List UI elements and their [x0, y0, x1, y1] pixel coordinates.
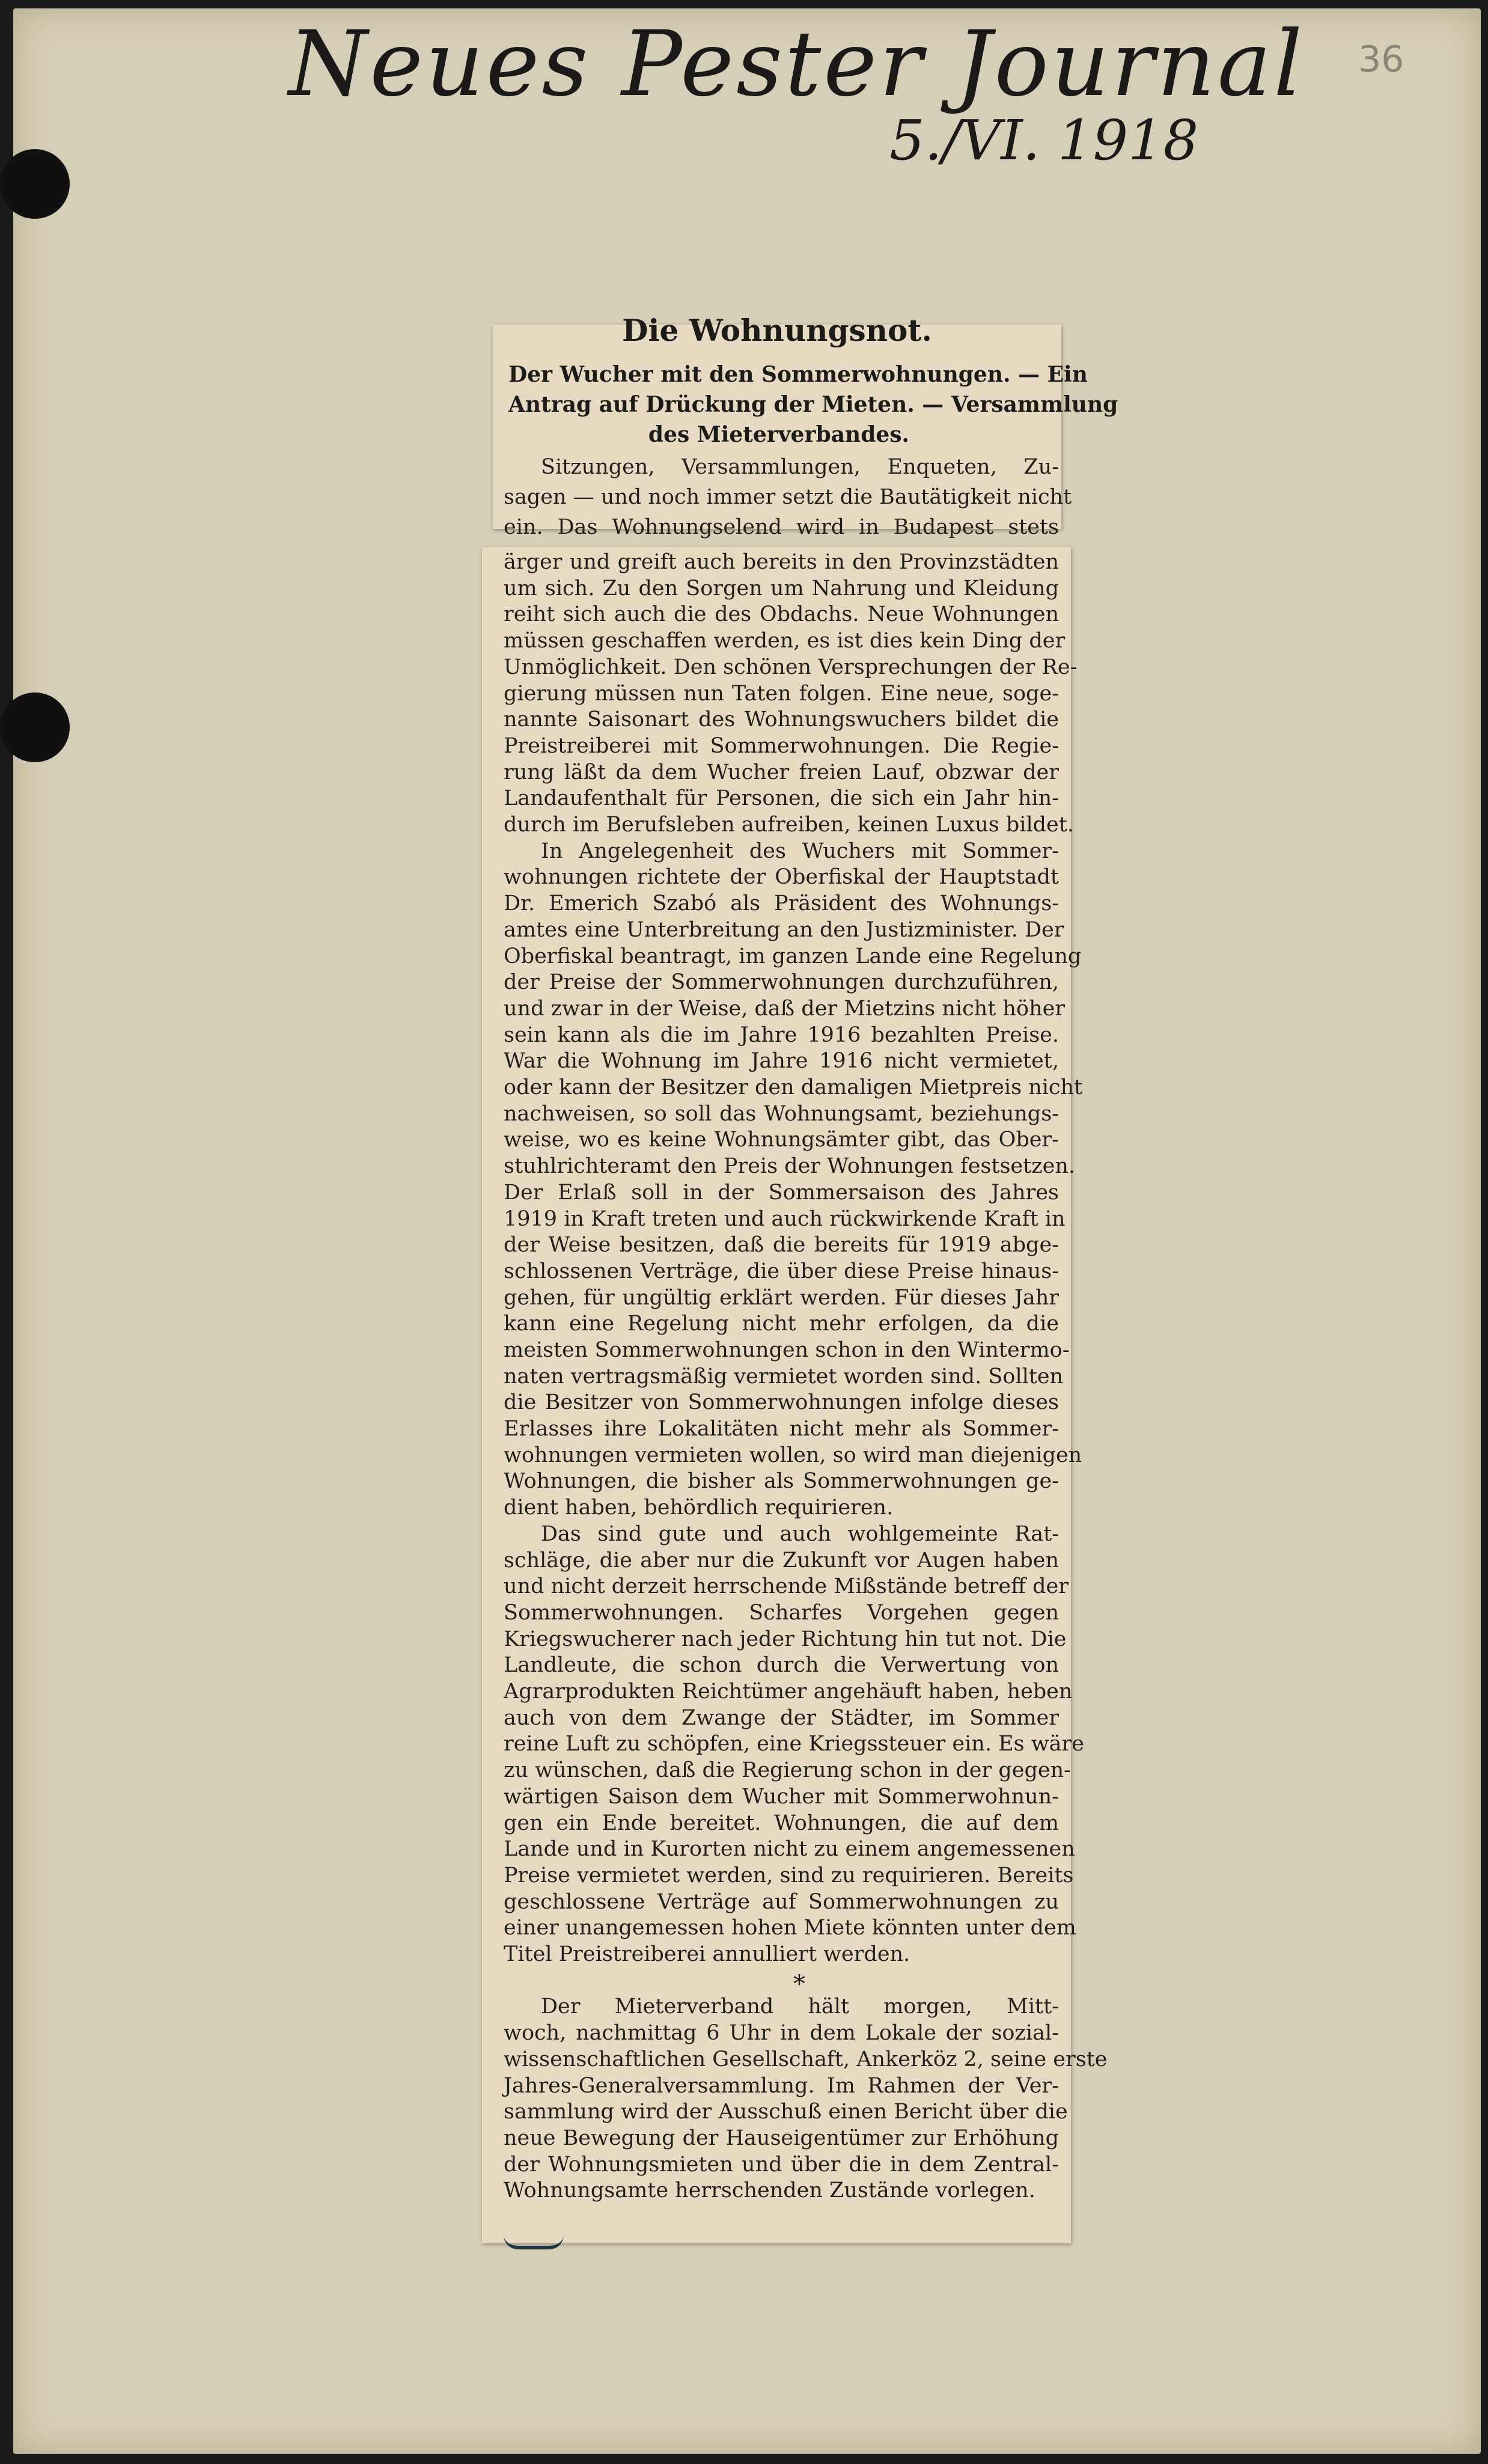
article-line: einer unangemessen hohen Miete könnten unter dem	[504, 1916, 1076, 1940]
article-line: zu wünschen, daß die Regierung schon in der gegen-	[504, 1758, 1071, 1782]
article-line: kann eine Regelung nicht mehr erfolgen, da die	[504, 1312, 1059, 1336]
article-line: naten vertragsmäßig vermietet worden sind. Sollten	[504, 1365, 1064, 1389]
handwritten-newspaper-name: Neues Pester Journal	[288, 12, 1305, 117]
article-line: 1919 in Kraft treten und auch rückwirkende Kraft in	[504, 1207, 1066, 1231]
page-number: 36	[1358, 38, 1404, 81]
article-line: gen ein Ende bereitet. Wohnungen, die auf dem	[504, 1811, 1059, 1835]
article-line: ärger und greift auch bereits in den Provinzstädten	[504, 550, 1059, 574]
article-subtitle-line: des Mieterverbandes.	[648, 422, 910, 447]
article-line: schläge, die aber nur die Zukunft vor Augen haben	[504, 1548, 1059, 1573]
article-line: Jahres-Generalversammlung. Im Rahmen der Ver-	[504, 2074, 1059, 2098]
article-line: stuhlrichteramt den Preis der Wohnungen festsetzen.	[504, 1154, 1076, 1178]
article-line: Der Mieterverband hält morgen, Mitt-	[541, 1995, 1059, 2019]
article-line: rung läßt da dem Wucher freien Lauf, obzwar der	[504, 760, 1059, 784]
article-line: In Angelegenheit des Wuchers mit Sommer-	[541, 839, 1059, 863]
article-line: nachweisen, so soll das Wohnungsamt, beziehungs-	[504, 1102, 1059, 1126]
article-line: der Weise besitzen, daß die bereits für 1919 abge-	[504, 1233, 1059, 1257]
article-title: Die Wohnungsnot.	[622, 313, 932, 348]
article-line: und nicht derzeit herrschende Mißstände betreff der	[504, 1574, 1069, 1598]
article-line: Dr. Emerich Szabó als Präsident des Wohnungs-	[504, 891, 1059, 916]
article-line: Preistreiberei mit Sommerwohnungen. Die Regie-	[504, 734, 1059, 758]
article-subtitle-line: Der Wucher mit den Sommerwohnungen. — Ein	[508, 362, 1088, 387]
article-line: sagen — und noch immer setzt die Bautätigkeit nicht	[504, 485, 1072, 509]
article-line: Der Erlaß soll in der Sommersaison des Jahres	[504, 1181, 1059, 1205]
article-line: gierung müssen nun Taten folgen. Eine neue, soge-	[504, 682, 1059, 706]
article-line: weise, wo es keine Wohnungsämter gibt, das Ober-	[504, 1128, 1059, 1152]
article-line: Wohnungsamte herrschenden Zustände vorlegen.	[504, 2178, 1035, 2203]
article-line: sein kann als die im Jahre 1916 bezahlten Preise.	[504, 1023, 1059, 1047]
article-line: amtes eine Unterbreitung an den Justizminister. Der	[504, 918, 1064, 942]
article-line: sammlung wird der Ausschuß einen Bericht über die	[504, 2100, 1068, 2124]
article-line: wissenschaftlichen Gesellschaft, Ankerköz 2, seine erste	[504, 2047, 1108, 2071]
article-line: Das sind gute und auch wohlgemeinte Rat-	[541, 1522, 1059, 1546]
article-line: der Wohnungsmieten und über die in dem Zentral-	[504, 2153, 1059, 2177]
article-line: wärtigen Saison dem Wucher mit Sommerwohnun-	[504, 1785, 1059, 1809]
article-line: Oberfiskal beantragt, im ganzen Lande eine Regelung	[504, 944, 1082, 968]
article-line: Sommerwohnungen. Scharfes Vorgehen gegen	[504, 1601, 1059, 1625]
article-line: nannte Saisonart des Wohnungswuchers bildet die	[504, 708, 1059, 732]
article-line: Wohnungen, die bisher als Sommerwohnungen ge-	[504, 1469, 1059, 1493]
article-line: Erlasses ihre Lokalitäten nicht mehr als Sommer-	[504, 1417, 1059, 1441]
article-line: Landleute, die schon durch die Verwertung von	[504, 1653, 1059, 1677]
ink-underline-mark	[504, 2235, 564, 2249]
article-line: meisten Sommerwohnungen schon in den Wintermo-	[504, 1338, 1070, 1362]
article-line: Agrarprodukten Reichtümer angehäuft haben, heben	[504, 1680, 1073, 1704]
article-line: um sich. Zu den Sorgen um Nahrung und Kleidung	[504, 576, 1059, 601]
article-line: Unmöglichkeit. Den schönen Versprechungen der Re-	[504, 655, 1078, 679]
article-line: gehen, für ungültig erklärt werden. Für dieses Jahr	[504, 1286, 1059, 1310]
article-line: woch, nachmittag 6 Uhr in dem Lokale der sozial-	[504, 2021, 1059, 2045]
article-line: Lande und in Kurorten nicht zu einem angemessenen	[504, 1837, 1075, 1861]
article-line: der Preise der Sommerwohnungen durchzuführen,	[504, 970, 1059, 994]
article-subtitle-line: Antrag auf Drückung der Mieten. — Versammlung	[508, 392, 1118, 417]
article-line: Landaufenthalt für Personen, die sich ein Jahr hin-	[504, 786, 1059, 810]
article-line: ein. Das Wohnungselend wird in Budapest stets	[504, 515, 1059, 539]
article-line: geschlossene Verträge auf Sommerwohnungen zu	[504, 1890, 1059, 1914]
article-line: oder kann der Besitzer den damaligen Mietpreis nicht	[504, 1075, 1083, 1099]
article-line: reiht sich auch die des Obdachs. Neue Wohnungen	[504, 602, 1059, 626]
article-line: neue Bewegung der Hauseigentümer zur Erhöhung	[504, 2126, 1059, 2150]
article-line: schlossenen Verträge, die über diese Preise hinaus-	[504, 1259, 1059, 1283]
section-separator: *	[793, 1970, 805, 1998]
article-line: die Besitzer von Sommerwohnungen infolge dieses	[504, 1390, 1059, 1414]
punch-hole-bottom	[0, 692, 70, 762]
article-line: War die Wohnung im Jahre 1916 nicht vermietet,	[504, 1049, 1059, 1073]
article-line: müssen geschaffen werden, es ist dies kein Ding der	[504, 629, 1066, 653]
article-line: und zwar in der Weise, daß der Mietzins nicht höher	[504, 997, 1066, 1021]
article-line: Sitzungen, Versammlungen, Enqueten, Zu-	[541, 455, 1059, 479]
article-line: Titel Preistreiberei annulliert werden.	[504, 1942, 910, 1966]
handwritten-date: 5./VI. 1918	[889, 108, 1199, 173]
article-line: dient haben, behördlich requirieren.	[504, 1496, 894, 1520]
article-line: reine Luft zu schöpfen, eine Kriegssteuer ein. Es wäre	[504, 1732, 1084, 1756]
article-line: wohnungen vermieten wollen, so wird man diejenigen	[504, 1443, 1082, 1467]
article-line: Kriegswucherer nach jeder Richtung hin tut not. Die	[504, 1627, 1067, 1651]
article-line: Preise vermietet werden, sind zu requirieren. Bereits	[504, 1863, 1074, 1888]
article-line: wohnungen richtete der Oberfiskal der Hauptstadt	[504, 865, 1059, 889]
article-line: durch im Berufsleben aufreiben, keinen Luxus bildet.	[504, 813, 1074, 837]
article-line: auch von dem Zwange der Städter, im Sommer	[504, 1706, 1059, 1730]
punch-hole-top	[0, 149, 70, 219]
